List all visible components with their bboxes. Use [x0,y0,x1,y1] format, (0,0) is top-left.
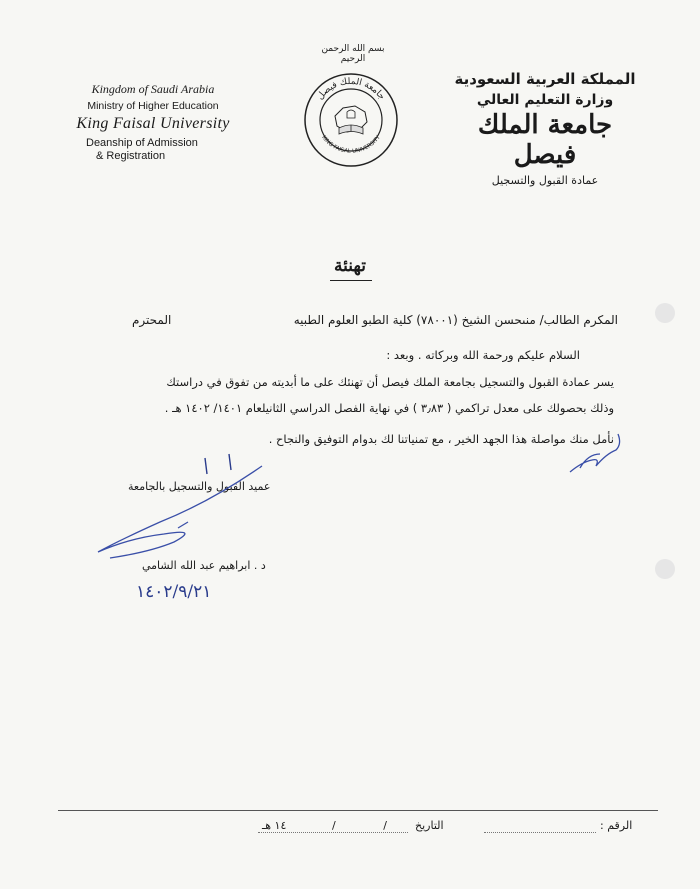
signature-icon [90,462,290,562]
english-ministry: Ministry of Higher Education [87,100,219,112]
greeting-line: السلام عليكم ورحمة الله وبركاته . وبعد : [386,348,580,362]
arabic-university: جامعة الملك فيصل [477,110,613,170]
footer-number-dots [484,832,596,833]
title-underline [330,280,372,281]
handwritten-date: ١٤٠٢/٩/٢١ [136,582,212,602]
recipient-line: المكرم الطالب/ منىحسن الشيخ (٧٨٠٠١) كلية الطبو العلوم الطبيه [293,313,618,327]
dean-name: د . ابراهيم عبد الله الشامي [142,559,266,572]
body-paragraph-3: نأمل منك مواصلة هذا الجهد الخير ، مع تمنياتنا لك بدوام التوفيق والنجاح . [268,432,614,446]
dean-title: عميد القبول والتسجيل بالجامعة [128,480,271,493]
footer-date-label: التاريخ [415,819,444,832]
punch-hole [655,559,675,579]
handwritten-initial-icon [566,424,628,480]
svg-text:KING FAISAL UNIVERSITY [320,134,382,154]
respected-word: المحترم [132,313,172,327]
english-letterhead [58,82,248,162]
footer-date-dots [258,832,408,833]
english-kingdom: Kingdom of Saudi Arabia [91,82,215,96]
arabic-ministry: وزارة التعليم العالي [476,92,614,108]
arabic-deanship: عمادة القبول والتسجيل [491,174,599,187]
english-university: King Faisal University [76,115,230,132]
seal-arabic-name: جامعة الملك فيصل [315,76,387,102]
body-paragraph-2: وذلك بحصولك على معدل تراكمي ( ٣٫٨٣ ) في نهاية الفصل الدراسي الثانيلعام ١٤٠١/ ١٤٠٢ هـ . [164,401,614,415]
footer-number-label: الرقم : [600,819,633,832]
english-deanship: Deanship of Admission [86,137,198,149]
english-registration: & Registration [96,150,166,162]
footer-divider [58,810,658,811]
arabic-letterhead [445,70,645,187]
body-paragraph-1: يسر عمادة القبول والتسجيل بجامعة الملك فيصل أن تهنئك على ما أبديته من تفوق في دراستك [166,375,614,389]
letter-title: تهنئة [334,256,366,276]
basmala: بسم الله الرحمن الرحيم [321,44,385,64]
punch-hole [655,303,675,323]
footer-date-slashes: / / [332,819,409,832]
footer-year: ١٤ هـ [262,819,287,832]
university-seal-icon [303,72,399,168]
arabic-kingdom: المملكة العربية السعودية [454,70,636,88]
seal-english-name: KING FAISAL UNIVERSITY [320,134,382,155]
